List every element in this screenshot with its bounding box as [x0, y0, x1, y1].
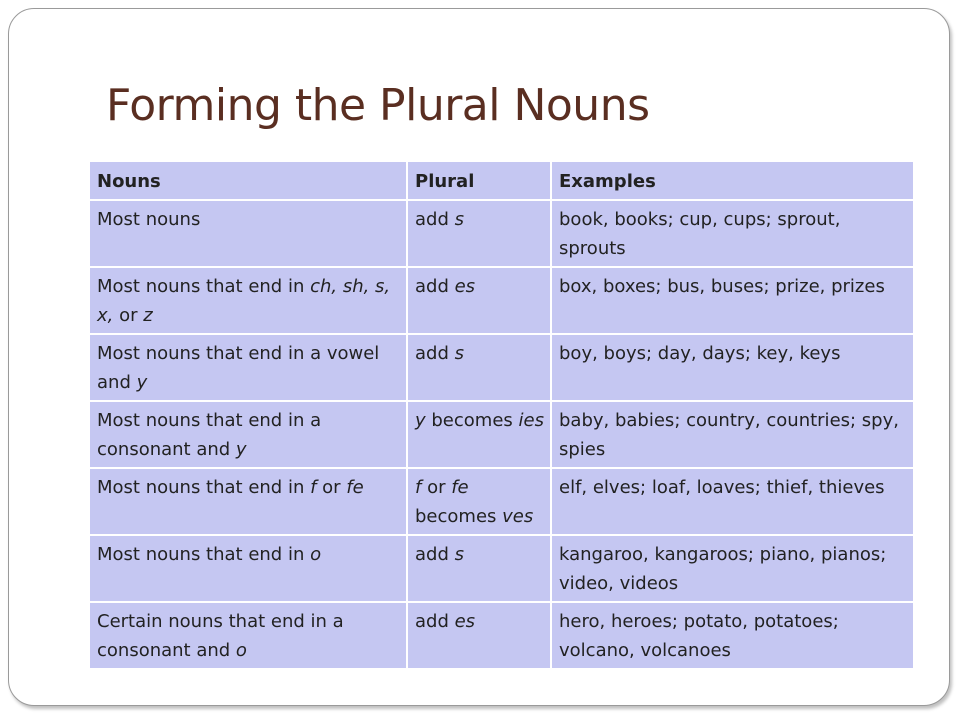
text-segment: or [316, 477, 347, 498]
examples-cell: baby, babies; country, countries; spy, spies [551, 401, 914, 468]
noun-rule-cell [89, 267, 407, 334]
suffix-segment: y [235, 439, 247, 460]
suffix-segment: s [454, 544, 464, 565]
suffix-segment: ies [518, 410, 544, 431]
suffix-segment: f [310, 477, 317, 498]
slide-title: Forming the Plural Nouns [106, 80, 650, 131]
suffix-segment: ves [502, 506, 534, 527]
examples-cell: boy, boys; day, days; key, keys [551, 334, 914, 401]
text-segment: Most nouns that end in [97, 544, 311, 565]
text-segment: Most nouns that end in [97, 276, 311, 297]
header-examples: Examples [551, 161, 914, 200]
suffix-segment: fe [346, 477, 364, 498]
noun-rule-cell [89, 602, 407, 669]
header-plural: Plural [407, 161, 551, 200]
text-segment: add [415, 276, 455, 297]
text-segment: add [415, 343, 455, 364]
plural-rule-cell [407, 535, 551, 602]
noun-rule-cell [89, 535, 407, 602]
table-row [89, 535, 914, 602]
text-segment: add [415, 209, 455, 230]
text-segment: add [415, 544, 455, 565]
text-segment: Most nouns [97, 209, 201, 230]
table-row [89, 267, 914, 334]
examples-cell: kangaroo, kangaroos; piano, pianos; video, videos [551, 535, 914, 602]
suffix-segment: s [454, 209, 464, 230]
text-segment: becomes [415, 506, 503, 527]
suffix-segment: es [454, 276, 476, 297]
suffix-segment: z [143, 305, 153, 326]
header-nouns: Nouns [89, 161, 407, 200]
table-header-row [89, 161, 914, 200]
suffix-segment: es [454, 611, 476, 632]
noun-rule-cell [89, 401, 407, 468]
text-segment: or [421, 477, 452, 498]
noun-rule-cell [89, 468, 407, 535]
table-row [89, 334, 914, 401]
suffix-segment: y [415, 410, 426, 431]
plural-rule-cell [407, 602, 551, 669]
suffix-segment: ch, sh, s, x, [97, 276, 391, 326]
text-segment: Most nouns that end in [97, 477, 311, 498]
table-row [89, 200, 914, 267]
plural-rule-cell [407, 200, 551, 267]
noun-rule-cell [89, 200, 407, 267]
text-segment: becomes [425, 410, 519, 431]
plural-rules-table [88, 160, 915, 670]
plural-rule-cell [407, 401, 551, 468]
text-segment: add [415, 611, 455, 632]
plural-rule-cell [407, 267, 551, 334]
examples-cell: hero, heroes; potato, potatoes; volcano, volcanoes [551, 602, 914, 669]
suffix-segment: s [454, 343, 464, 364]
suffix-segment: y [136, 372, 148, 393]
text-segment: Most nouns that end in a vowel and [97, 343, 380, 393]
table-row [89, 602, 914, 669]
suffix-segment: f [415, 477, 422, 498]
table-row [89, 401, 914, 468]
plural-rule-cell [407, 468, 551, 535]
noun-rule-cell [89, 334, 407, 401]
suffix-segment: o [310, 544, 322, 565]
text-segment: Certain nouns that end in a consonant and [97, 611, 344, 661]
examples-cell: box, boxes; bus, buses; prize, prizes [551, 267, 914, 334]
text-segment: Most nouns that end in a consonant and [97, 410, 322, 460]
text-segment: or [113, 305, 144, 326]
suffix-segment: fe [451, 477, 469, 498]
suffix-segment: o [235, 640, 247, 661]
examples-cell: book, books; cup, cups; sprout, sprouts [551, 200, 914, 267]
examples-cell: elf, elves; loaf, loaves; thief, thieves [551, 468, 914, 535]
table-row [89, 468, 914, 535]
plural-rule-cell [407, 334, 551, 401]
